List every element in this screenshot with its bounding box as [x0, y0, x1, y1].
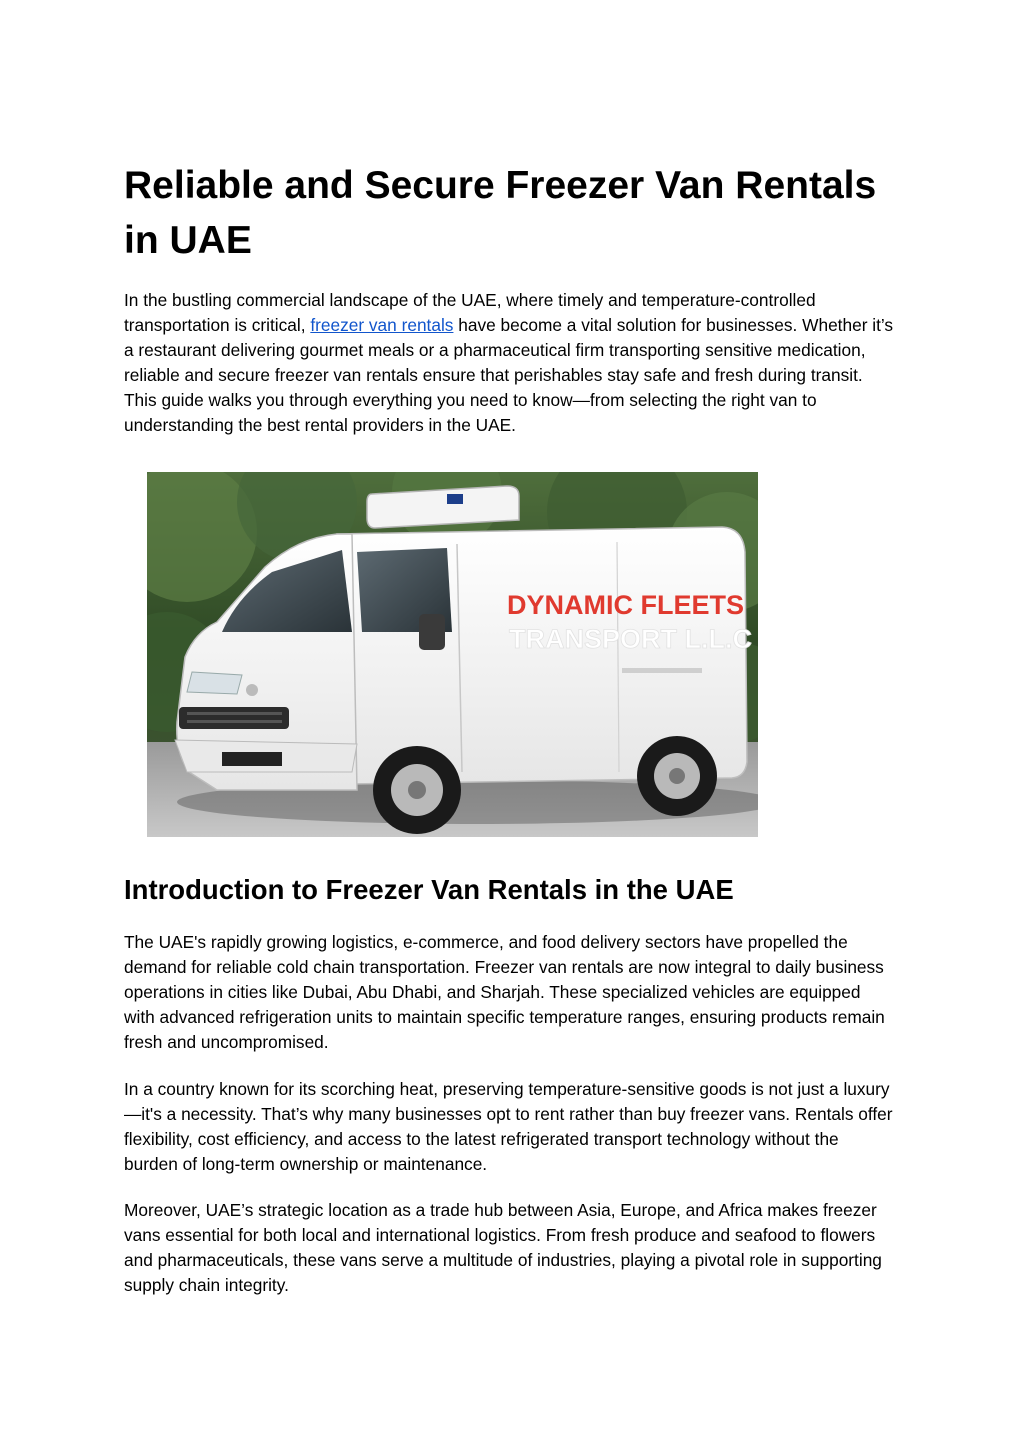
brand-line-1: DYNAMIC FLEETS — [507, 590, 745, 620]
section-paragraph-2: In a country known for its scorching heat, preserving temperature-sensitive goods is not just a luxury—it's a necessity. That’s why many businesses opt to rent rather than buy freezer vans. Rentals offer flexibility, cost efficiency, and access to the latest refrigerated transport technology without the burden of long-term ownership or maintenance. — [124, 1079, 893, 1174]
intro-text-after-link: have become a vital solution for businesses. Whether it’s a restaurant delivering gourmet meals or a pharmaceutical firm transporting sensitive medication, reliable and secure freezer van rentals ensure that perishables stay safe and fresh during transit. This guide walks you through everything you need to know—from selecting the right van to understanding the best rental providers in the UAE. — [124, 315, 894, 435]
page-title: Reliable and Secure Freezer Van Rentals in UAE — [124, 164, 877, 262]
freezer-van-rentals-link[interactable]: freezer van rentals — [310, 315, 454, 335]
van-illustration — [147, 472, 758, 837]
brand-line-2: TRANSPORT L.L.C — [509, 624, 752, 654]
intro-text-before-link: In the bustling commercial landscape of the UAE, where timely and temperature-controlled transportation is critical, — [124, 290, 816, 335]
section-heading: Introduction to Freezer Van Rentals in the UAE — [124, 874, 734, 905]
freezer-van-photo — [147, 472, 758, 837]
intro-paragraph — [124, 288, 894, 438]
front-wheel — [373, 746, 461, 834]
section-paragraph-3: Moreover, UAE’s strategic location as a trade hub between Asia, Europe, and Africa makes freezer vans essential for both local and international logistics. From fresh produce and seafood to flowers and pharmaceuticals, these vans serve a multitude of industries, playing a pivotal role in supporting supply chain integrity. — [124, 1200, 882, 1295]
section-paragraph-1: The UAE's rapidly growing logistics, e-commerce, and food delivery sectors have propelled the demand for reliable cold chain transportation. Freezer van rentals are now integral to daily business operations in cities like Dubai, Abu Dhabi, and Sharjah. These specialized vehicles are equipped with advanced refrigeration units to maintain specific temperature ranges, ensuring products remain fresh and uncompromised. — [124, 932, 885, 1052]
refrigeration-unit — [367, 486, 519, 528]
rear-wheel — [637, 736, 717, 816]
